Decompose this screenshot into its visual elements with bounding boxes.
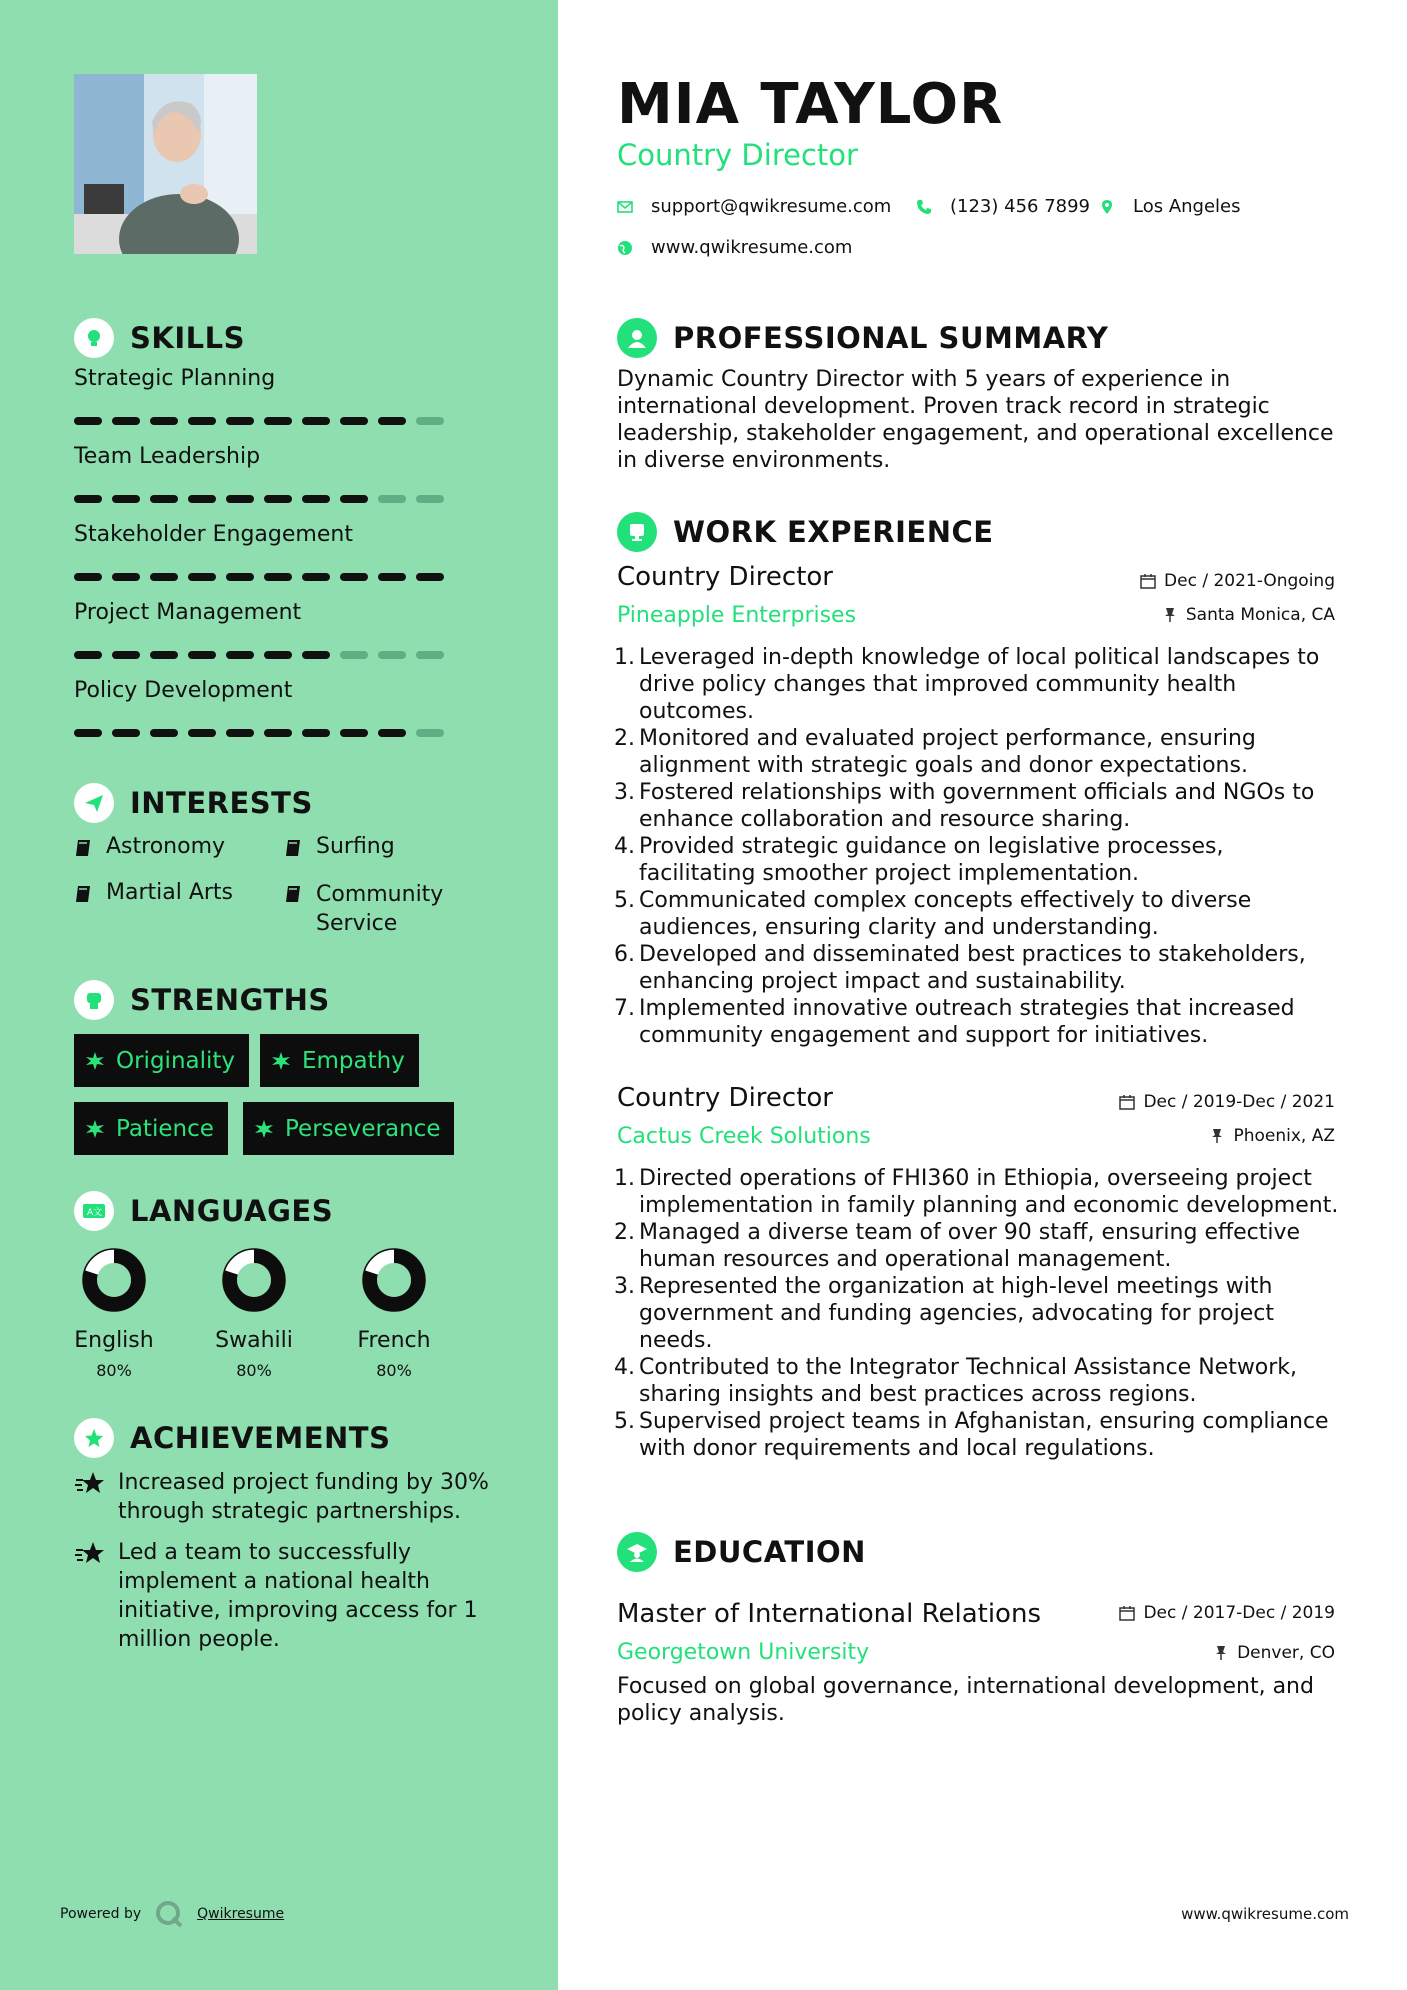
job-bullet xyxy=(609,1219,1339,1273)
language-donut xyxy=(222,1248,286,1312)
strength-label: Empathy xyxy=(302,1047,405,1074)
language-icon xyxy=(74,1191,114,1231)
website-text: www.qwikresume.com xyxy=(651,237,853,258)
job-bullet xyxy=(609,1408,1339,1462)
edu-date-text: Dec / 2017-Dec / 2019 xyxy=(1143,1603,1335,1623)
skill-segment xyxy=(302,651,330,659)
skill-segment xyxy=(112,417,140,425)
skill-segment xyxy=(378,729,406,737)
skill-level-bar xyxy=(74,729,454,737)
achievements-header xyxy=(74,1418,390,1458)
skill-segment xyxy=(340,573,368,581)
skill-segment xyxy=(302,729,330,737)
skill-segment xyxy=(378,495,406,503)
skill-name: Policy Development xyxy=(74,678,293,703)
strength-tag xyxy=(74,1034,249,1087)
summary-title: PROFESSIONAL SUMMARY xyxy=(673,321,1109,355)
globe-icon xyxy=(617,240,633,256)
book-icon xyxy=(74,839,92,857)
interest-item xyxy=(284,834,395,859)
book-icon xyxy=(284,885,302,903)
skill-segment xyxy=(264,417,292,425)
skills-header xyxy=(74,318,245,358)
skill-segment xyxy=(188,495,216,503)
skill-level-bar xyxy=(74,417,454,425)
skill-segment xyxy=(416,573,444,581)
skill-segment xyxy=(150,729,178,737)
burst-icon xyxy=(86,1120,104,1138)
skill-name: Project Management xyxy=(74,600,302,625)
interest-label: Martial Arts xyxy=(106,880,234,905)
powered-by-label: Powered by xyxy=(60,1906,142,1922)
bullet-text: Directed operations of FHI360 in Ethiopia, overseeing project implementation in family planning and economic development. xyxy=(639,1166,1339,1218)
achievement-item xyxy=(74,1468,504,1526)
language-item xyxy=(334,1248,454,1380)
work-header xyxy=(617,512,994,552)
education-header xyxy=(617,1532,866,1572)
job-bullet xyxy=(609,833,1339,887)
strength-tag xyxy=(74,1102,228,1155)
candidate-name: MIA TAYLOR xyxy=(617,72,1004,137)
book-icon xyxy=(284,839,302,857)
profile-photo xyxy=(74,74,257,254)
skill-segment xyxy=(226,729,254,737)
languages-title: LANGUAGES xyxy=(130,1194,334,1228)
job-date xyxy=(1140,571,1335,591)
interest-label: Surfing xyxy=(316,834,395,859)
achievement-text: Led a team to successfully implement a national health initiative, improving access for 1 million people. xyxy=(118,1540,478,1652)
bullet-number: 1. xyxy=(614,645,635,670)
star-icon xyxy=(74,1540,106,1568)
job-bullet xyxy=(609,887,1339,941)
bulb-icon xyxy=(74,318,114,358)
bullet-number: 5. xyxy=(614,1409,635,1434)
website-contact[interactable] xyxy=(617,237,852,258)
skill-segment xyxy=(416,729,444,737)
languages-header xyxy=(74,1191,333,1231)
language-name: English xyxy=(74,1328,154,1353)
interest-label: Astronomy xyxy=(106,834,226,859)
skill-segment xyxy=(112,729,140,737)
language-name: French xyxy=(357,1328,431,1353)
bullet-number: 4. xyxy=(614,834,635,859)
skill-item xyxy=(74,444,454,503)
skill-segment xyxy=(150,495,178,503)
job-bullet xyxy=(609,644,1339,725)
strength-label: Perseverance xyxy=(285,1115,441,1142)
location-contact xyxy=(1099,196,1241,217)
skill-segment xyxy=(188,417,216,425)
job-bullet xyxy=(609,1273,1339,1354)
phone-icon xyxy=(916,199,932,215)
bullet-number: 2. xyxy=(614,726,635,751)
strength-tag xyxy=(243,1102,454,1155)
envelope-icon xyxy=(617,199,633,215)
user-icon xyxy=(617,318,657,358)
interest-label: Community Service xyxy=(316,882,444,936)
star-badge-icon xyxy=(74,1418,114,1458)
bullet-text: Contributed to the Integrator Technical Assistance Network, sharing insights and best practices across regions. xyxy=(639,1355,1298,1407)
location-text: Los Angeles xyxy=(1133,196,1241,217)
star-icon xyxy=(74,1470,106,1498)
job-bullet xyxy=(609,779,1339,833)
bullet-number: 5. xyxy=(614,888,635,913)
bullet-text: Managed a diverse team of over 90 staff, ensuring effective human resources and operational management. xyxy=(639,1220,1301,1272)
language-percent: 80% xyxy=(376,1361,412,1380)
job-bullet xyxy=(609,941,1339,995)
burst-icon xyxy=(255,1120,273,1138)
job-title: Country Director xyxy=(617,1083,833,1113)
language-donut xyxy=(362,1248,426,1312)
interest-item xyxy=(74,880,233,905)
bullet-number: 6. xyxy=(614,942,635,967)
edu-degree: Master of International Relations xyxy=(617,1599,1041,1629)
skill-segment xyxy=(226,495,254,503)
summary-text: Dynamic Country Director with 5 years of experience in international development. Proven track record in strategic leadership, stakeholder engagement, and operational excellence in diverse environments. xyxy=(617,367,1334,473)
skill-segment xyxy=(264,729,292,737)
achievement-text: Increased project funding by 30% through strategic partnerships. xyxy=(118,1470,489,1524)
skill-segment xyxy=(188,729,216,737)
pin-icon xyxy=(1162,607,1178,623)
calendar-icon xyxy=(1119,1094,1135,1110)
phone-text: (123) 456 7899 xyxy=(950,196,1091,217)
skill-segment xyxy=(226,417,254,425)
job-location-text: Phoenix, AZ xyxy=(1233,1126,1335,1146)
calendar-icon xyxy=(1119,1605,1135,1621)
skill-segment xyxy=(416,651,444,659)
job-bullet xyxy=(609,1354,1339,1408)
skill-segment xyxy=(378,573,406,581)
bullet-number: 4. xyxy=(614,1355,635,1380)
skill-item xyxy=(74,366,454,425)
skill-level-bar xyxy=(74,573,454,581)
skill-segment xyxy=(340,495,368,503)
edu-school: Georgetown University xyxy=(617,1640,870,1665)
language-name: Swahili xyxy=(215,1328,293,1353)
skill-item xyxy=(74,600,454,659)
pin-icon xyxy=(1209,1128,1225,1144)
interests-title: INTERESTS xyxy=(130,786,313,820)
skill-segment xyxy=(340,417,368,425)
skill-segment xyxy=(340,651,368,659)
skill-segment xyxy=(74,573,102,581)
achievements-title: ACHIEVEMENTS xyxy=(130,1421,391,1455)
skill-segment xyxy=(74,729,102,737)
strength-label: Originality xyxy=(116,1047,236,1074)
job-title: Country Director xyxy=(617,562,833,592)
skill-segment xyxy=(264,495,292,503)
skill-segment xyxy=(264,651,292,659)
sidebar xyxy=(0,0,558,1990)
bullet-text: Supervised project teams in Afghanistan, ensuring compliance with donor requirements and local regulations. xyxy=(639,1409,1329,1461)
job-location-text: Santa Monica, CA xyxy=(1185,605,1335,625)
job-date xyxy=(1119,1092,1335,1112)
achievement-item xyxy=(74,1538,504,1654)
edu-location xyxy=(1213,1643,1335,1663)
bullet-text: Leveraged in-depth knowledge of local political landscapes to drive policy changes that improved community health outcomes. xyxy=(639,645,1320,724)
skill-segment xyxy=(112,495,140,503)
bullet-text: Implemented innovative outreach strategies that increased community engagement and support for initiatives. xyxy=(639,996,1295,1048)
skill-segment xyxy=(340,729,368,737)
skill-segment xyxy=(150,573,178,581)
strengths-header xyxy=(74,980,330,1020)
skill-segment xyxy=(302,573,330,581)
pin-icon xyxy=(1213,1645,1229,1661)
book-icon xyxy=(74,885,92,903)
qwikresume-link[interactable]: Qwikresume xyxy=(197,1906,285,1922)
job-bullet xyxy=(609,995,1339,1049)
skill-item xyxy=(74,678,454,737)
skill-segment xyxy=(150,417,178,425)
skill-segment xyxy=(378,417,406,425)
skill-segment xyxy=(302,495,330,503)
job-date-text: Dec / 2019-Dec / 2021 xyxy=(1143,1092,1335,1112)
skill-level-bar xyxy=(74,651,454,659)
bullet-number: 7. xyxy=(614,996,635,1021)
work-title: WORK EXPERIENCE xyxy=(673,515,994,549)
skill-segment xyxy=(264,573,292,581)
skill-level-bar xyxy=(74,495,454,503)
skill-segment xyxy=(226,573,254,581)
strengths-title: STRENGTHS xyxy=(130,983,330,1017)
interest-item xyxy=(74,834,225,859)
job-location xyxy=(1209,1126,1335,1146)
svg-text:A文: A文 xyxy=(87,1208,103,1218)
education-title: EDUCATION xyxy=(673,1535,866,1569)
bullet-text: Developed and disseminated best practices to stakeholders, enhancing project impact and sustainability. xyxy=(639,942,1306,994)
powered-by xyxy=(60,1900,284,1928)
strength-tag xyxy=(260,1034,419,1087)
skill-segment xyxy=(74,651,102,659)
job-bullets xyxy=(609,644,1339,1049)
job-bullets xyxy=(609,1165,1339,1462)
map-pin-icon xyxy=(1099,199,1115,215)
skill-item xyxy=(74,522,454,581)
summary-header xyxy=(617,318,1108,358)
bullet-text: Represented the organization at high-level meetings with government and funding agencies, advocating for project needs. xyxy=(639,1274,1274,1353)
briefcase-icon xyxy=(617,512,657,552)
qwikresume-logo-icon xyxy=(155,1900,183,1928)
bullet-text: Fostered relationships with government officials and NGOs to enhance collaboration and resource sharing. xyxy=(639,780,1315,832)
phone-contact[interactable] xyxy=(916,196,1090,217)
graduate-icon xyxy=(617,1532,657,1572)
job-company: Pineapple Enterprises xyxy=(617,603,857,628)
edu-description: Focused on global governance, international development, and policy analysis. xyxy=(617,1674,1314,1726)
job-location xyxy=(1162,605,1335,625)
skill-name: Stakeholder Engagement xyxy=(74,522,353,547)
bullet-text: Monitored and evaluated project performance, ensuring alignment with strategic goals and donor expectations. xyxy=(639,726,1256,778)
skill-name: Team Leadership xyxy=(74,444,261,469)
job-company: Cactus Creek Solutions xyxy=(617,1124,871,1149)
skill-segment xyxy=(226,651,254,659)
language-item xyxy=(54,1248,174,1380)
email-contact[interactable] xyxy=(617,196,891,217)
bullet-number: 3. xyxy=(614,1274,635,1299)
burst-icon xyxy=(86,1052,104,1070)
language-item xyxy=(194,1248,314,1380)
strength-label: Patience xyxy=(116,1115,214,1142)
skill-segment xyxy=(74,495,102,503)
bullet-number: 1. xyxy=(614,1166,635,1191)
language-percent: 80% xyxy=(96,1361,132,1380)
skill-name: Strategic Planning xyxy=(74,366,276,391)
skill-segment xyxy=(150,651,178,659)
skill-segment xyxy=(302,417,330,425)
skill-segment xyxy=(378,651,406,659)
burst-icon xyxy=(272,1052,290,1070)
job-bullet xyxy=(609,1165,1339,1219)
email-text: support@qwikresume.com xyxy=(651,196,892,217)
paper-plane-icon xyxy=(74,783,114,823)
interests-header xyxy=(74,783,313,823)
footer-url[interactable]: www.qwikresume.com xyxy=(1181,1905,1349,1923)
skill-segment xyxy=(112,573,140,581)
edu-date xyxy=(1119,1603,1335,1623)
bullet-text: Communicated complex concepts effectively to diverse audiences, ensuring clarity and understanding. xyxy=(639,888,1252,940)
job-date-text: Dec / 2021-Ongoing xyxy=(1164,571,1335,591)
edu-location-text: Denver, CO xyxy=(1237,1643,1335,1663)
candidate-role: Country Director xyxy=(617,138,858,172)
skill-segment xyxy=(416,417,444,425)
bullet-number: 2. xyxy=(614,1220,635,1245)
language-percent: 80% xyxy=(236,1361,272,1380)
skill-segment xyxy=(416,495,444,503)
language-donut xyxy=(82,1248,146,1312)
skill-segment xyxy=(188,651,216,659)
skill-segment xyxy=(74,417,102,425)
bullet-number: 3. xyxy=(614,780,635,805)
fist-icon xyxy=(74,980,114,1020)
skill-segment xyxy=(188,573,216,581)
job-bullet xyxy=(609,725,1339,779)
calendar-icon xyxy=(1140,573,1156,589)
interest-item xyxy=(284,880,484,938)
skill-segment xyxy=(112,651,140,659)
bullet-text: Provided strategic guidance on legislative processes, facilitating smoother project implementation. xyxy=(639,834,1224,886)
skills-title: SKILLS xyxy=(130,321,245,355)
